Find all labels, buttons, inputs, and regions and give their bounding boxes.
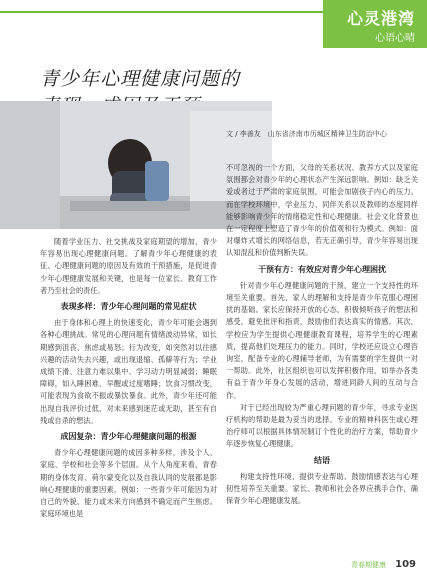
section-category: 心灵港湾 bbox=[346, 9, 415, 28]
intervention-paragraph: 针对青少年心理健康问题的干预，建立一个支持性的环境至关重要。首先，家人的理解和支持是青少年克服心理困扰的基础。家长应保持开放的心态，积极倾听孩子的想法和感受，避免批评和指责，鼓励他们表达真实的情感。其次，学校应为学生提供心理健康教育课程，培养学生的心理素质，提高他们处理压力的能力。同时，学校还应设立心理咨询室，配备专业的心理辅导老师，为有需要的学生提供一对一帮助。此外，社区组织也可以发挥积极作用，如举办各类有益于青少年身心发展的活动，增进同龄人间的互动与合作。 bbox=[226, 280, 418, 400]
right-column bbox=[226, 162, 418, 507]
section-heading-intervention: 干预有方：有效应对青少年心理困扰 bbox=[258, 264, 386, 274]
section-heading-symptoms: 表现多样：青少年心理问题的常见症状 bbox=[60, 302, 197, 312]
intro-paragraph: 随着学业压力、社交挑战及家庭期望的增加，青少年容易出现心理健康问题。了解青少年心理健康的表征、心理健康问题的原因及有效的干预措施，是促进青少年心理健康发展和关键，也是每一位家长、教育工作者乃至社会的责任。 bbox=[40, 237, 217, 295]
causes-continued-paragraph: 不可忽视的一个方面，父母的关系状况、教养方式以及家庭氛围都会对青少年的心理状态产生深远影响。例如：缺乏关爱或者过于严肃的家庭氛围，可能会加剧孩子内心的压力。而在学校环境中，学业压力、同伴关系以及教师的态度同样能够影响青少年的情绪稳定性和心理健康。社会文化背景也在一定程度上塑造了青少年的价值观和行为模式。例如：面对爆炸式增长的网络信息，若无正确引导，青少年容易出现认知混乱和价值判断失误。 bbox=[226, 163, 418, 258]
byline: 文 / 李善友 山东省济南市历城区精神卫生防治中心 bbox=[226, 130, 387, 138]
section-heading-causes: 成因复杂：青少年心理健康问题的根源 bbox=[60, 432, 197, 442]
conclusion-paragraph: 构建支持性环境、提供专业帮助、鼓励情感表达与心理韧性培养至关重要。家长、教师和社会各界应携手合作，确保青少年心理健康发展。 bbox=[226, 471, 418, 506]
page-number: 109 bbox=[395, 559, 416, 570]
section-subcategory: 心语心晴 bbox=[375, 33, 415, 44]
section-tab bbox=[323, 0, 427, 48]
causes-paragraph: 青少年心理健康问题的成因多种多样，涉及个人、家庭、学校和社会等多个层面。从个人角度来看，青春期的身体发育、荷尔蒙变化以及自我认同的发展都是影响心理健康的重要因素。例如：一些青少年可能因为对自己的外貌、能力或未来方向感到不确定而产生焦虑。家庭环境也是 bbox=[40, 448, 217, 519]
professional-help-paragraph: 对于已经出现较为严重心理问题的青少年，寻求专业医疗机构的帮助是最为妥当的选择。专业的精神科医生或心理治疗师可以根据具体情况制订个性化的治疗方案，帮助青少年逐步恢复心理健康。 bbox=[226, 402, 418, 449]
magazine-name: 青春期健康 bbox=[351, 561, 387, 569]
symptoms-paragraph: 由于身体和心理上的快速变化，青少年可能会遇到各种心理挑战。常见的心理问题有情绪波动异常，如长期感到沮丧、焦虑或易怒；行为改变，如突然对以往感兴趣的活动失去兴趣，或出现退缩、孤僻等行为；学业成绩下滑、注意力难以集中、学习动力明显减弱；睡眠障碍，如入睡困难、早醒或过度嗜睡；饮食习惯改变，可能表现为食欲不振或暴饮暴食。此外，青少年还可能出现自我评价过低、对未来感到迷茫或无助，甚至有自残或自杀的想法。 bbox=[40, 318, 217, 425]
left-column bbox=[40, 236, 217, 520]
title-line-1: 青少年心理健康问题的 bbox=[40, 68, 241, 90]
page-footer bbox=[351, 552, 416, 571]
section-heading-conclusion: 结语 bbox=[314, 455, 330, 465]
